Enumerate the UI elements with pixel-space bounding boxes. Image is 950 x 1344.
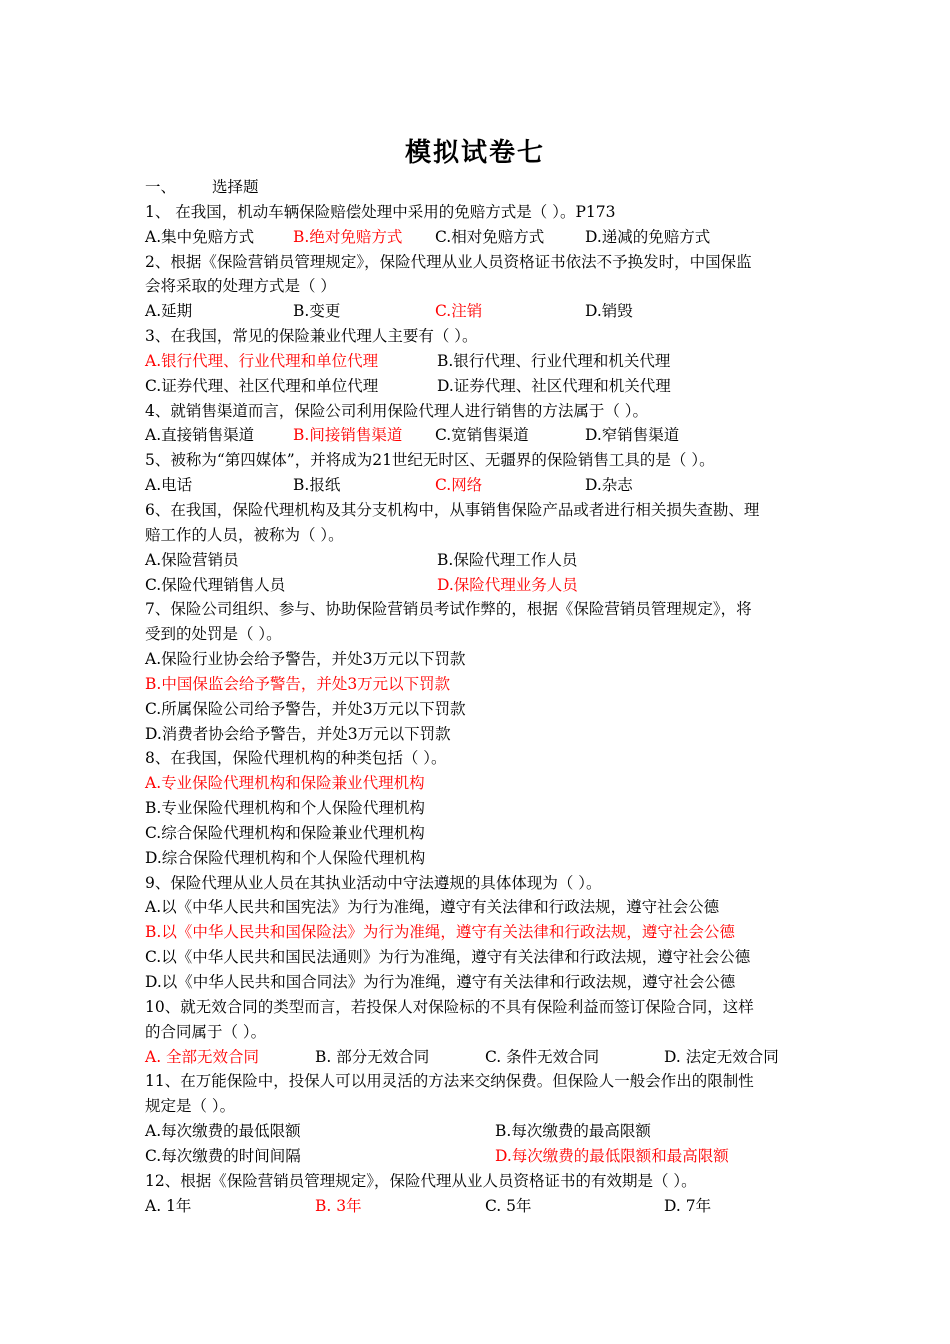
- answer-option: B.报纸: [293, 476, 341, 495]
- answer-option: D.杂志: [585, 476, 633, 495]
- option-row: [145, 697, 815, 722]
- section-label: 选择题: [212, 178, 259, 196]
- option-row: [145, 225, 815, 250]
- answer-option: C.以《中华人民共和国民法通则》为行为准绳，遵守有关法律和行政法规，遵守社会公德: [145, 948, 751, 967]
- answer-option: A.以《中华人民共和国宪法》为行为准绳，遵守有关法律和行政法规，遵守社会公德: [145, 898, 720, 917]
- answer-option: A. 全部无效合同: [145, 1047, 260, 1066]
- answer-option: C.综合保险代理机构和保险兼业代理机构: [145, 823, 425, 842]
- question-stem: 1、 在我国，机动车辆保险赔偿处理中采用的免赔方式是（ ）。P173: [145, 202, 616, 221]
- option-row: [145, 1119, 815, 1144]
- option-row: [145, 299, 815, 324]
- answer-option: C.宽销售渠道: [435, 426, 529, 445]
- answer-option: C.网络: [435, 476, 483, 495]
- answer-option: B. 部分无效合同: [315, 1047, 430, 1066]
- question-stem: 会将采取的处理方式是（ ）: [145, 277, 336, 296]
- answer-option: C.注销: [435, 302, 483, 321]
- answer-option: C.每次缴费的时间间隔: [145, 1146, 301, 1165]
- question-stem: 2、根据《保险营销员管理规定》，保险代理从业人员资格证书依法不予换发时，中国保监: [145, 252, 752, 271]
- answer-option: B.间接销售渠道: [293, 426, 403, 445]
- answer-option: A.电话: [145, 476, 193, 495]
- option-row: [145, 548, 815, 573]
- answer-option: D. 法定无效合同: [664, 1047, 779, 1066]
- answer-option: D.窄销售渠道: [585, 426, 680, 445]
- answer-option: A.保险营销员: [145, 550, 239, 569]
- option-row: [145, 1194, 815, 1219]
- option-row: [145, 473, 815, 498]
- question-stem: 4、就销售渠道而言，保险公司利用保险代理人进行销售的方法属于（ ）。: [145, 401, 649, 420]
- option-row: [145, 796, 815, 821]
- answer-option: A.银行代理、行业代理和单位代理: [145, 351, 379, 370]
- answer-option: D. 7年: [664, 1196, 712, 1215]
- answer-option: B.每次缴费的最高限额: [495, 1122, 651, 1141]
- question-stem: 9、保险代理从业人员在其执业活动中守法遵规的具体体现为（ ）。: [145, 873, 602, 892]
- option-row: [145, 771, 815, 796]
- question-stem: 5、被称为“第四媒体”，并将成为21世纪无时区、无疆界的保险销售工具的是（ ）。: [145, 451, 715, 470]
- answer-option: D.每次缴费的最低限额和最高限额: [495, 1146, 729, 1165]
- answer-option: B.保险代理工作人员: [437, 550, 578, 569]
- answer-option: A.集中免赔方式: [145, 227, 255, 246]
- option-row: [145, 846, 815, 871]
- answer-option: A.延期: [145, 302, 193, 321]
- option-row: [145, 1045, 815, 1070]
- answer-option: D.保险代理业务人员: [437, 575, 578, 594]
- option-row: [145, 374, 815, 399]
- answer-option: B.银行代理、行业代理和机关代理: [437, 351, 671, 370]
- answer-option: C.证券代理、社区代理和单位代理: [145, 376, 379, 395]
- answer-option: A.每次缴费的最低限额: [145, 1122, 301, 1141]
- answer-option: B. 3年: [315, 1196, 362, 1215]
- question-list: [145, 175, 815, 1218]
- option-row: [145, 647, 815, 672]
- answer-option: D.以《中华人民共和国合同法》为行为准绳，遵守有关法律和行政法规，遵守社会公德: [145, 973, 736, 991]
- section-heading: [145, 175, 815, 200]
- option-row: [145, 573, 815, 598]
- question-stem: 赔工作的人员，被称为（ ）。: [145, 525, 344, 544]
- answer-option: D.消费者协会给予警告，并处3万元以下罚款: [145, 724, 451, 743]
- answer-option: D.综合保险代理机构和个人保险代理机构: [145, 848, 426, 867]
- answer-option: D.证券代理、社区代理和机关代理: [437, 376, 671, 395]
- answer-option: B.绝对免赔方式: [293, 227, 403, 246]
- section-number: 一、: [145, 178, 177, 196]
- option-row: [145, 1144, 815, 1169]
- option-row: [145, 821, 815, 846]
- option-row: [145, 945, 815, 970]
- question-stem: 受到的处罚是（ ）。: [145, 625, 282, 644]
- answer-option: A.直接销售渠道: [145, 426, 255, 445]
- question-stem: 6、在我国，保险代理机构及其分支机构中，从事销售保险产品或者进行相关损失查勘、理: [145, 500, 760, 519]
- answer-option: C. 5年: [485, 1196, 532, 1215]
- option-row: [145, 920, 815, 945]
- question-stem: 11、在万能保险中，投保人可以用灵活的方法来交纳保费。但保险人一般会作出的限制性: [145, 1072, 754, 1091]
- question-stem: 12、根据《保险营销员管理规定》，保险代理从业人员资格证书的有效期是（ ）。: [145, 1171, 697, 1190]
- answer-option: A. 1年: [145, 1196, 192, 1215]
- answer-option: A.保险行业协会给予警告，并处3万元以下罚款: [145, 650, 466, 669]
- option-row: [145, 970, 815, 995]
- option-row: [145, 722, 815, 747]
- answer-option: B.变更: [293, 302, 341, 321]
- answer-option: B.专业保险代理机构和个人保险代理机构: [145, 799, 425, 818]
- question-stem: 3、在我国，常见的保险兼业代理人主要有（ ）。: [145, 327, 478, 346]
- answer-option: C.相对免赔方式: [435, 227, 545, 246]
- question-stem: 7、保险公司组织、参与、协助保险营销员考试作弊的，根据《保险营销员管理规定》，将: [145, 600, 752, 619]
- answer-option: A.专业保险代理机构和保险兼业代理机构: [145, 774, 425, 793]
- answer-option: C.保险代理销售人员: [145, 575, 286, 594]
- page-title: 模拟试卷七: [404, 138, 545, 168]
- answer-option: B.以《中华人民共和国保险法》为行为准绳，遵守有关法律和行政法规，遵守社会公德: [145, 923, 735, 942]
- answer-option: C. 条件无效合同: [485, 1047, 600, 1066]
- option-row: [145, 672, 815, 697]
- answer-option: D.销毁: [585, 302, 633, 321]
- answer-option: C.所属保险公司给予警告，并处3万元以下罚款: [145, 699, 466, 718]
- option-row: [145, 423, 815, 448]
- option-row: [145, 895, 815, 920]
- answer-option: D.递减的免赔方式: [585, 227, 711, 246]
- question-stem: 规定是（ ）。: [145, 1097, 236, 1116]
- answer-option: B.中国保监会给予警告，并处3万元以下罚款: [145, 674, 451, 693]
- question-stem: 10、就无效合同的类型而言，若投保人对保险标的不具有保险利益而签订保险合同，这样: [145, 997, 754, 1016]
- question-stem: 的合同属于（ ）。: [145, 1022, 267, 1041]
- option-row: [145, 349, 815, 374]
- question-stem: 8、在我国，保险代理机构的种类包括（ ）。: [145, 749, 447, 768]
